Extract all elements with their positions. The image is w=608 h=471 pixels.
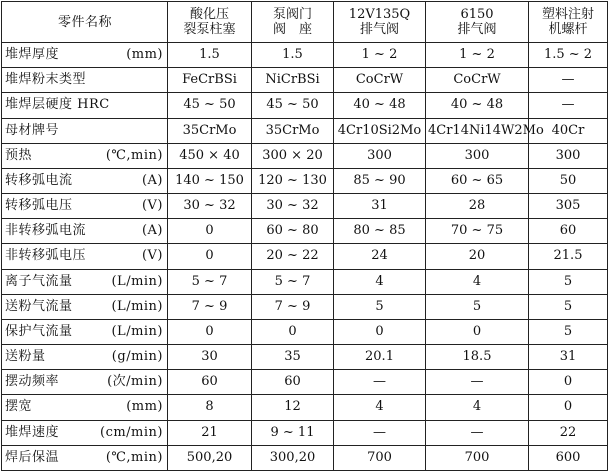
table-row: [2, 244, 608, 269]
row-value-part-2: 300,20: [252, 445, 334, 470]
row-value-part-4: —: [426, 370, 529, 395]
row-label-name: 离子气流量: [5, 273, 73, 289]
row-value-part-2: 45 ~ 50: [252, 93, 334, 118]
row-label: [2, 143, 168, 168]
row-label: [2, 68, 168, 93]
row-label: [2, 194, 168, 219]
row-label-name: 摆宽: [5, 399, 33, 415]
table-row: [2, 345, 608, 370]
header-part-5-line2: 机螺杆: [548, 22, 588, 37]
row-label: [2, 294, 168, 319]
row-value-part-2: 5 ~ 7: [252, 269, 334, 294]
header-part-4-line2: 排气阀: [457, 22, 497, 37]
row-label-name: 焊后保温: [5, 449, 60, 465]
row-value-part-5: 50: [529, 168, 608, 193]
row-value-part-1: 1.5: [168, 43, 252, 68]
row-value-part-3: 5: [334, 294, 426, 319]
row-value-part-3: 0: [334, 319, 426, 344]
row-label: [2, 370, 168, 395]
row-value-part-3: 4: [334, 395, 426, 420]
row-value-part-2: 1.5: [252, 43, 334, 68]
row-value-part-5: 40Cr: [529, 118, 608, 143]
row-label-unit: (℃,min): [105, 147, 163, 163]
row-label-name: 送粉量: [5, 349, 46, 365]
row-value-part-3: CoCrW: [334, 68, 426, 93]
row-value-part-1: 140 ~ 150: [168, 168, 252, 193]
row-value-part-1: 35CrMo: [168, 118, 252, 143]
row-value-part-2: 0: [252, 319, 334, 344]
row-value-part-3: 80 ~ 85: [334, 219, 426, 244]
row-label-unit: (A): [141, 172, 163, 188]
table-row: [2, 194, 608, 219]
header-row-label: 零件名称: [2, 2, 168, 43]
row-value-part-3: —: [334, 370, 426, 395]
table-row: [2, 319, 608, 344]
row-value-part-3: 700: [334, 445, 426, 470]
row-value-part-2: NiCrBSi: [252, 68, 334, 93]
row-value-part-4: —: [426, 420, 529, 445]
row-label-unit: (mm): [126, 399, 163, 415]
row-label-name: 保护气流量: [5, 323, 73, 339]
row-value-part-5: 305: [529, 194, 608, 219]
row-value-part-5: —: [529, 93, 608, 118]
header-part-1: [168, 2, 252, 43]
row-label-unit: (L/min): [111, 298, 163, 314]
header-part-5: [529, 2, 608, 43]
row-label-name: 母材牌号: [5, 122, 60, 138]
row-label-unit: (L/min): [111, 323, 163, 339]
row-value-part-1: 21: [168, 420, 252, 445]
row-value-part-1: 500,20: [168, 445, 252, 470]
row-value-part-5: 1.5 ~ 2: [529, 43, 608, 68]
row-value-part-2: 7 ~ 9: [252, 294, 334, 319]
row-value-part-5: 21.5: [529, 244, 608, 269]
row-value-part-4: 4: [426, 395, 529, 420]
row-label-name: 转移弧电流: [5, 172, 73, 188]
row-label: [2, 269, 168, 294]
header-part-1-line2: 裂泵柱塞: [183, 22, 236, 37]
row-value-part-1: FeCrBSi: [168, 68, 252, 93]
welding-parameters-table: [1, 1, 608, 471]
row-label: [2, 445, 168, 470]
row-value-part-1: 45 ~ 50: [168, 93, 252, 118]
row-value-part-2: 35CrMo: [252, 118, 334, 143]
header-part-3-line1: 12V135Q: [348, 7, 411, 22]
table-body: [2, 2, 608, 471]
row-label-unit: (L/min): [111, 273, 163, 289]
row-value-part-4: 20: [426, 244, 529, 269]
row-value-part-5: 0: [529, 395, 608, 420]
row-label-unit: (℃,min): [105, 449, 163, 465]
row-value-part-4: 28: [426, 194, 529, 219]
header-part-2-line1: 泵阀门: [272, 7, 312, 22]
row-label: [2, 118, 168, 143]
row-value-part-5: 5: [529, 294, 608, 319]
row-label-unit: (V): [141, 248, 163, 264]
row-label-unit: (g/min): [111, 349, 163, 365]
row-value-part-1: 7 ~ 9: [168, 294, 252, 319]
row-value-part-2: 120 ~ 130: [252, 168, 334, 193]
table-row: [2, 445, 608, 470]
row-label: [2, 43, 168, 68]
row-label: [2, 395, 168, 420]
row-label-name: 堆焊粉末类型: [5, 72, 87, 88]
row-value-part-2: 60 ~ 80: [252, 219, 334, 244]
row-value-part-1: 0: [168, 219, 252, 244]
table-row: [2, 294, 608, 319]
row-value-part-2: 35: [252, 345, 334, 370]
row-value-part-4: 18.5: [426, 345, 529, 370]
row-label: [2, 93, 168, 118]
header-part-2: [252, 2, 334, 43]
row-value-part-2: 9 ~ 11: [252, 420, 334, 445]
table-row: [2, 93, 608, 118]
row-value-part-1: 8: [168, 395, 252, 420]
header-part-3-line2: 排气阀: [359, 22, 399, 37]
row-label: [2, 345, 168, 370]
header-part-4: [426, 2, 529, 43]
row-value-part-5: 300: [529, 143, 608, 168]
row-label-unit: (次/min): [107, 374, 163, 390]
row-value-part-4: 0: [426, 319, 529, 344]
row-label-name: 堆焊速度: [5, 424, 60, 440]
row-label-name: 摆动频率: [5, 374, 60, 390]
row-value-part-1: 30: [168, 345, 252, 370]
table-row: [2, 370, 608, 395]
row-label-name: 预热: [5, 147, 33, 163]
header-part-2-line2: 阀 座: [272, 22, 312, 37]
header-row: [2, 2, 608, 43]
row-label: [2, 168, 168, 193]
table-row: [2, 219, 608, 244]
row-label-name: 非转移弧电流: [5, 223, 87, 239]
row-value-part-4: 4: [426, 269, 529, 294]
row-value-part-4: 60 ~ 65: [426, 168, 529, 193]
row-value-part-5: 0: [529, 370, 608, 395]
row-value-part-2: 12: [252, 395, 334, 420]
row-value-part-5: 31: [529, 345, 608, 370]
row-value-part-3: 4Cr10Si2Mo: [334, 118, 426, 143]
row-label-name: 堆焊层硬度 HRC: [5, 97, 110, 113]
header-part-5-line1: 塑料注射: [541, 7, 594, 22]
row-value-part-4: 300: [426, 143, 529, 168]
row-label-unit: (A): [141, 223, 163, 239]
table-row: [2, 269, 608, 294]
row-value-part-1: 0: [168, 319, 252, 344]
row-value-part-4: CoCrW: [426, 68, 529, 93]
table-row: [2, 395, 608, 420]
row-value-part-3: 85 ~ 90: [334, 168, 426, 193]
row-value-part-3: 300: [334, 143, 426, 168]
row-value-part-2: 60: [252, 370, 334, 395]
row-value-part-3: 40 ~ 48: [334, 93, 426, 118]
row-value-part-3: 4: [334, 269, 426, 294]
row-value-part-4: 4Cr14Ni14W2Mo: [426, 118, 529, 143]
table-row: [2, 420, 608, 445]
header-part-1-line1: 酸化压: [189, 7, 229, 22]
row-label-name: 转移弧电压: [5, 198, 73, 214]
row-value-part-5: 5: [529, 319, 608, 344]
row-value-part-3: 24: [334, 244, 426, 269]
row-label-name: 非转移弧电压: [5, 248, 87, 264]
row-value-part-5: 5: [529, 269, 608, 294]
row-value-part-4: 70 ~ 75: [426, 219, 529, 244]
row-value-part-1: 5 ~ 7: [168, 269, 252, 294]
row-value-part-3: 20.1: [334, 345, 426, 370]
row-value-part-5: 22: [529, 420, 608, 445]
row-label-name: 送粉气流量: [5, 298, 73, 314]
row-value-part-4: 1 ~ 2: [426, 43, 529, 68]
row-value-part-5: —: [529, 68, 608, 93]
row-value-part-4: 5: [426, 294, 529, 319]
row-value-part-5: 600: [529, 445, 608, 470]
row-value-part-3: 1 ~ 2: [334, 43, 426, 68]
table-row: [2, 168, 608, 193]
row-label-unit: (cm/min): [100, 424, 163, 440]
row-value-part-1: 450 × 40: [168, 143, 252, 168]
row-label: [2, 219, 168, 244]
row-value-part-1: 60: [168, 370, 252, 395]
row-value-part-4: 40 ~ 48: [426, 93, 529, 118]
row-label-unit: (mm): [126, 47, 163, 63]
table-row: [2, 143, 608, 168]
header-part-4-line1: 6150: [460, 7, 494, 22]
row-value-part-2: 30 ~ 32: [252, 194, 334, 219]
row-value-part-5: 60: [529, 219, 608, 244]
row-label-unit: (V): [141, 198, 163, 214]
row-label: [2, 319, 168, 344]
row-label: [2, 244, 168, 269]
row-label-name: 堆焊厚度: [5, 47, 60, 63]
row-value-part-1: 30 ~ 32: [168, 194, 252, 219]
row-value-part-3: —: [334, 420, 426, 445]
header-part-3: [334, 2, 426, 43]
row-value-part-4: 700: [426, 445, 529, 470]
table-row: [2, 68, 608, 93]
row-value-part-2: 300 × 20: [252, 143, 334, 168]
row-label: [2, 420, 168, 445]
table-row: [2, 43, 608, 68]
table-row: [2, 118, 608, 143]
row-value-part-3: 31: [334, 194, 426, 219]
row-value-part-2: 20 ~ 22: [252, 244, 334, 269]
row-value-part-1: 0: [168, 244, 252, 269]
